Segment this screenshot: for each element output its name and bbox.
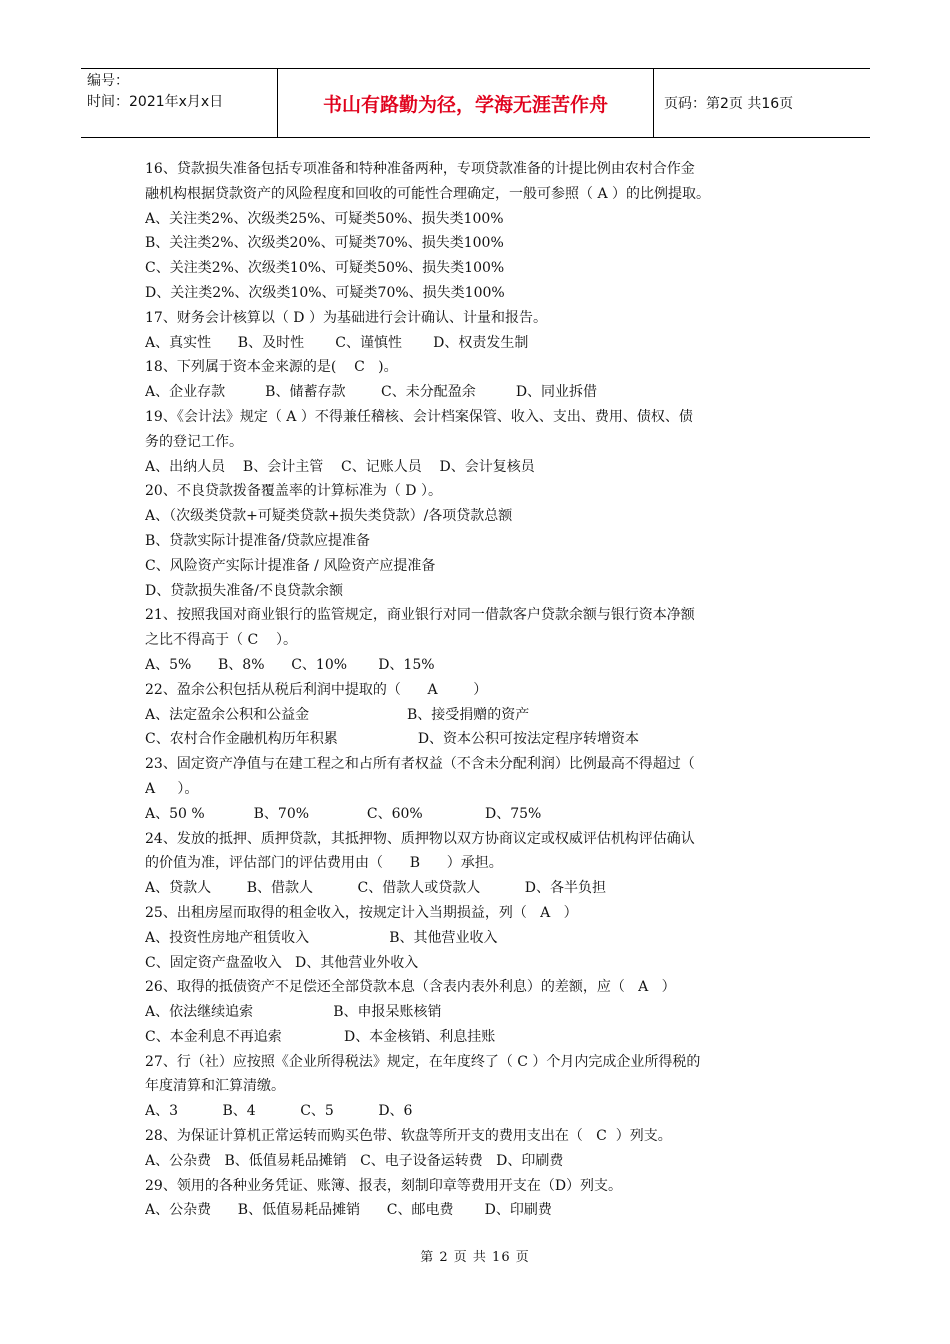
text-line: A、关注类2%、次级类25%、可疑类50%、损失类100% bbox=[145, 210, 504, 227]
text-line: 的价值为准，评估部门的评估费用由（ B ）承担。 bbox=[145, 855, 503, 872]
text-line: 务的登记工作。 bbox=[145, 433, 243, 450]
text-line: A ）。 bbox=[145, 780, 199, 797]
time-label: 时间：2021年x月x日 bbox=[87, 94, 224, 110]
text-line: 年度清算和汇算清缴。 bbox=[145, 1078, 285, 1095]
text-line: B、贷款实际计提准备/贷款应提准备 bbox=[145, 532, 371, 549]
text-line: A、50 % B、70% C、60% D、75% bbox=[145, 805, 542, 822]
text-line: A、公杂费 B、低值易耗品摊销 C、电子设备运转费 D、印刷费 bbox=[145, 1152, 564, 1169]
header-motto: 书山有路勤为径，学海无涯苦作舟 bbox=[278, 69, 654, 137]
text-line: D、贷款损失准备/不良贷款余额 bbox=[145, 582, 343, 599]
header-page-info: 页码：第2页 共16页 bbox=[664, 96, 794, 112]
text-line: 22、盈余公积包括从税后利润中提取的（ A ） bbox=[145, 681, 488, 698]
text-line: C、关注类2%、次级类10%、可疑类50%、损失类100% bbox=[145, 260, 505, 277]
text-line: A、出纳人员 B、会计主管 C、记账人员 D、会计复核员 bbox=[145, 458, 535, 475]
text-line: C、本金利息不再追索 D、本金核销、利息挂账 bbox=[145, 1028, 496, 1045]
text-line: A、贷款人 B、借款人 C、借款人或贷款人 D、各半负担 bbox=[145, 880, 606, 897]
text-line: A、（次级类贷款+可疑类贷款+损失类贷款）/各项贷款总额 bbox=[145, 508, 513, 525]
text-line: A、法定盈余公积和公益金 B、接受捐赠的资产 bbox=[145, 706, 530, 723]
text-line: 29、领用的各种业务凭证、账簿、报表，刻制印章等费用开支在（D）列支。 bbox=[145, 1177, 623, 1194]
text-line: 25、出租房屋而取得的租金收入，按规定计入当期损益，列（ A ） bbox=[145, 904, 578, 921]
text-line: A、依法继续追索 B、申报呆账核销 bbox=[145, 1004, 442, 1021]
text-line: 24、发放的抵押、质押贷款，其抵押物、质押物以双方协商议定或权威评估机构评估确认 bbox=[145, 830, 695, 847]
header-info bbox=[81, 69, 278, 137]
text-line: A、5% B、8% C、10% D、15% bbox=[145, 656, 435, 673]
text-line: 17、财务会计核算以（ D ）为基础进行会计确认、计量和报告。 bbox=[145, 309, 547, 326]
text-line: 19、《会计法》规定（ A ）不得兼任稽核、会计档案保管、收入、支出、费用、债权、债 bbox=[145, 408, 693, 425]
text-line: 融机构根据贷款资产的风险程度和回收的可能性合理确定，一般可参照（ A ）的比例提取。 bbox=[145, 185, 711, 202]
text-line: 26、取得的抵债资产不足偿还全部贷款本息（含表内表外利息）的差额，应（ A ） bbox=[145, 979, 676, 996]
text-line: 18、下列属于资本金来源的是( C )。 bbox=[145, 359, 398, 376]
text-line: A、投资性房地产租赁收入 B、其他营业收入 bbox=[145, 929, 498, 946]
text-line: 27、行（社）应按照《企业所得税法》规定，在年度终了（ C ）个月内完成企业所得税的 bbox=[145, 1053, 701, 1070]
number-label: 编号： bbox=[87, 73, 129, 89]
text-line: 之比不得高于（ C ）。 bbox=[145, 632, 297, 649]
page-header bbox=[81, 68, 870, 138]
text-line: A、公杂费 B、低值易耗品摊销 C、邮电费 D、印刷费 bbox=[145, 1202, 552, 1219]
text-line: 20、不良贷款拨备覆盖率的计算标准为（ D ）。 bbox=[145, 483, 442, 500]
text-line: C、农村合作金融机构历年积累 D、资本公积可按法定程序转增资本 bbox=[145, 731, 640, 748]
text-line: C、固定资产盘盈收入 D、其他营业外收入 bbox=[145, 954, 419, 971]
text-line: C、风险资产实际计提准备 / 风险资产应提准备 bbox=[145, 557, 436, 574]
text-line: A、企业存款 B、储蓄存款 C、未分配盈余 D、同业拆借 bbox=[145, 384, 598, 401]
text-line: 16、贷款损失准备包括专项准备和特种准备两种，专项贷款准备的计提比例由农村合作金 bbox=[145, 161, 695, 177]
text-line: D、关注类2%、次级类10%、可疑类70%、损失类100% bbox=[145, 284, 505, 301]
text-line: B、关注类2%、次级类20%、可疑类70%、损失类100% bbox=[145, 235, 504, 252]
page-footer: 第 2 页 共 16 页 bbox=[420, 1250, 530, 1265]
text-line: 28、为保证计算机正常运转而购买色带、软盘等所开支的费用支出在（ C ）列支。 bbox=[145, 1128, 672, 1145]
text-line: 23、固定资产净值与在建工程之和占所有者权益（不含未分配利润）比例最高不得超过（ bbox=[145, 756, 695, 773]
document-body bbox=[145, 157, 810, 1223]
text-line: A、3 B、4 C、5 D、6 bbox=[145, 1103, 413, 1120]
text-line: 21、按照我国对商业银行的监管规定，商业银行对同一借款客户贷款余额与银行资本净额 bbox=[145, 607, 695, 624]
text-line: A、真实性 B、及时性 C、谨慎性 D、权责发生制 bbox=[145, 334, 529, 351]
